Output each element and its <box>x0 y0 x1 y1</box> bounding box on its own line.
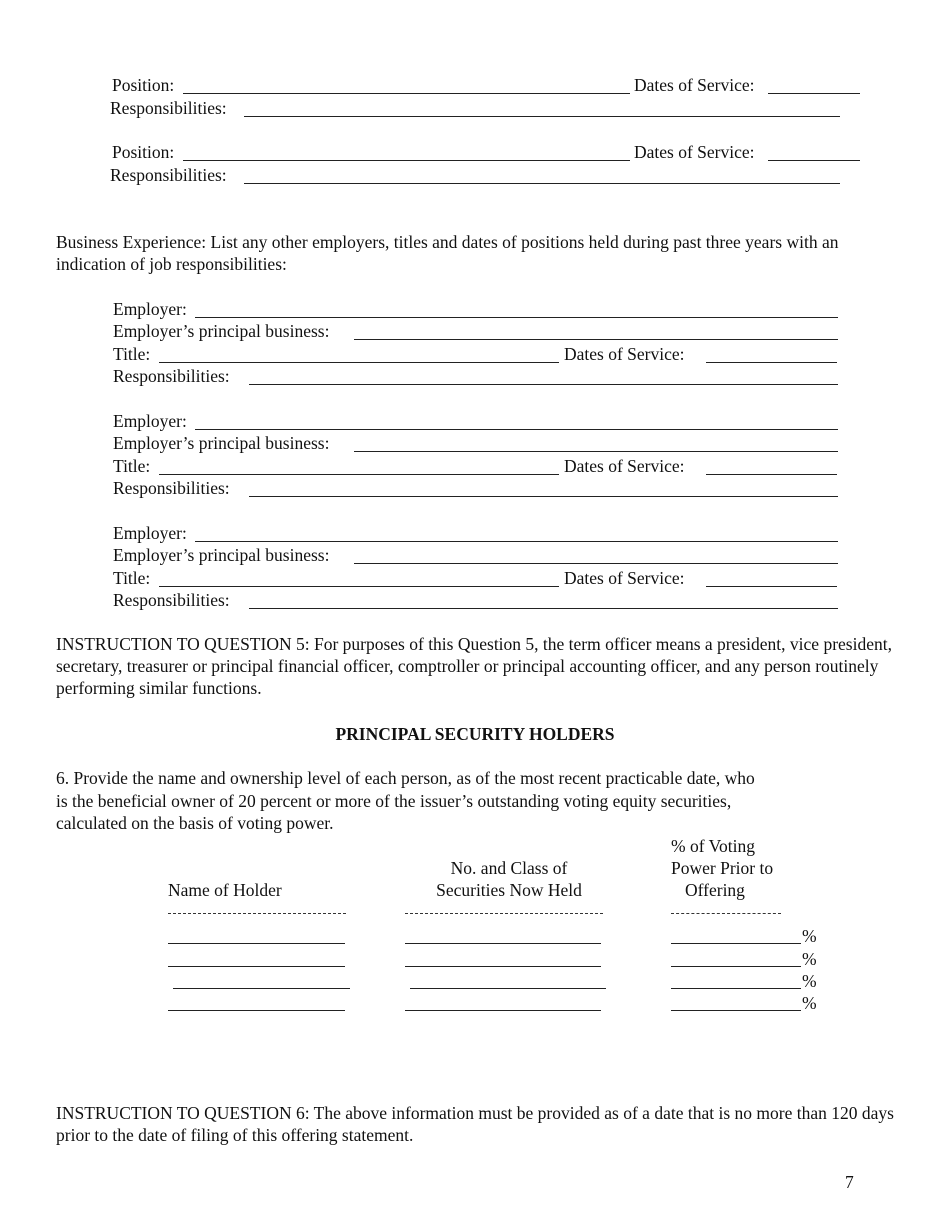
principal-business-label: Employer’s principal business: <box>113 433 330 453</box>
securities-held-field[interactable] <box>405 966 601 967</box>
dates-of-service-field[interactable] <box>706 474 837 475</box>
holder-name-field[interactable] <box>173 988 350 989</box>
col-header-name-of-holder: Name of Holder <box>168 880 282 900</box>
header-separator <box>671 913 781 914</box>
position-label: Position: <box>112 142 175 162</box>
question-6-line-3: calculated on the basis of voting power. <box>56 813 334 833</box>
business-experience-intro: Business Experience: List any other employers, titles and dates of positions held during past three years with an indication of job responsibilities: <box>56 232 839 274</box>
holder-name-field[interactable] <box>168 1010 345 1011</box>
voting-power-field[interactable] <box>671 943 801 944</box>
voting-power-field[interactable] <box>671 966 801 967</box>
principal-business-field[interactable] <box>354 451 838 452</box>
header-separator <box>405 913 603 914</box>
employer-label: Employer: <box>113 299 187 319</box>
header-separator <box>168 913 346 914</box>
col-header-securities-line-1: No. and Class of <box>450 858 568 878</box>
instruction-question-5: INSTRUCTION TO QUESTION 5: For purposes of this Question 5, the term officer means a president, vice president, secretary, treasurer or principal financial officer, comptroller or principal accounting officer, and any person routinely performing similar functions. <box>56 634 892 698</box>
voting-power-field[interactable] <box>671 1010 801 1011</box>
title-field[interactable] <box>159 474 559 475</box>
responsibilities-label: Responsibilities: <box>110 98 227 118</box>
dates-of-service-label: Dates of Service: <box>564 568 685 588</box>
question-6-line-1: 6. Provide the name and ownership level of each person, as of the most recent practicable date, who <box>56 768 755 788</box>
employer-field[interactable] <box>195 317 838 318</box>
employer-field[interactable] <box>195 429 838 430</box>
instruction-question-6: INSTRUCTION TO QUESTION 6: The above information must be provided as of a date that is no more than 120 days prior to the date of filing of this offering statement. <box>56 1103 894 1145</box>
title-field[interactable] <box>159 586 559 587</box>
employer-field[interactable] <box>195 541 838 542</box>
col-header-voting-line-2: Power Prior to <box>671 858 774 878</box>
title-label: Title: <box>113 456 151 476</box>
employer-label: Employer: <box>113 411 187 431</box>
section-heading: PRINCIPAL SECURITY HOLDERS <box>335 724 615 744</box>
title-label: Title: <box>113 344 151 364</box>
title-field[interactable] <box>159 362 559 363</box>
responsibilities-label: Responsibilities: <box>110 165 227 185</box>
securities-held-field[interactable] <box>405 1010 601 1011</box>
principal-business-field[interactable] <box>354 563 838 564</box>
voting-power-field[interactable] <box>671 988 801 989</box>
dates-of-service-field[interactable] <box>768 93 860 94</box>
responsibilities-field[interactable] <box>244 183 840 184</box>
responsibilities-label: Responsibilities: <box>113 478 230 498</box>
responsibilities-field[interactable] <box>244 116 840 117</box>
position-label: Position: <box>112 75 175 95</box>
holder-name-field[interactable] <box>168 966 345 967</box>
dates-of-service-field[interactable] <box>768 160 860 161</box>
holder-name-field[interactable] <box>168 943 345 944</box>
percent-sign: % <box>802 993 817 1013</box>
principal-business-label: Employer’s principal business: <box>113 545 330 565</box>
principal-business-field[interactable] <box>354 339 838 340</box>
question-6-line-2: is the beneficial owner of 20 percent or more of the issuer’s outstanding voting equity securities, <box>56 791 732 811</box>
responsibilities-label: Responsibilities: <box>113 366 230 386</box>
responsibilities-field[interactable] <box>249 384 838 385</box>
responsibilities-label: Responsibilities: <box>113 590 230 610</box>
responsibilities-field[interactable] <box>249 608 838 609</box>
employer-label: Employer: <box>113 523 187 543</box>
position-field[interactable] <box>183 160 630 161</box>
dates-of-service-label: Dates of Service: <box>634 142 755 162</box>
title-label: Title: <box>113 568 151 588</box>
dates-of-service-field[interactable] <box>706 362 837 363</box>
dates-of-service-label: Dates of Service: <box>634 75 755 95</box>
dates-of-service-label: Dates of Service: <box>564 456 685 476</box>
securities-held-field[interactable] <box>405 943 601 944</box>
col-header-voting-line-3: Offering <box>685 880 745 900</box>
position-field[interactable] <box>183 93 630 94</box>
percent-sign: % <box>802 949 817 969</box>
percent-sign: % <box>802 971 817 991</box>
securities-held-field[interactable] <box>410 988 606 989</box>
col-header-voting-line-1: % of Voting <box>671 836 755 856</box>
principal-business-label: Employer’s principal business: <box>113 321 330 341</box>
col-header-securities-line-2: Securities Now Held <box>436 880 582 900</box>
page-number: 7 <box>845 1172 854 1192</box>
dates-of-service-field[interactable] <box>706 586 837 587</box>
dates-of-service-label: Dates of Service: <box>564 344 685 364</box>
responsibilities-field[interactable] <box>249 496 838 497</box>
percent-sign: % <box>802 926 817 946</box>
